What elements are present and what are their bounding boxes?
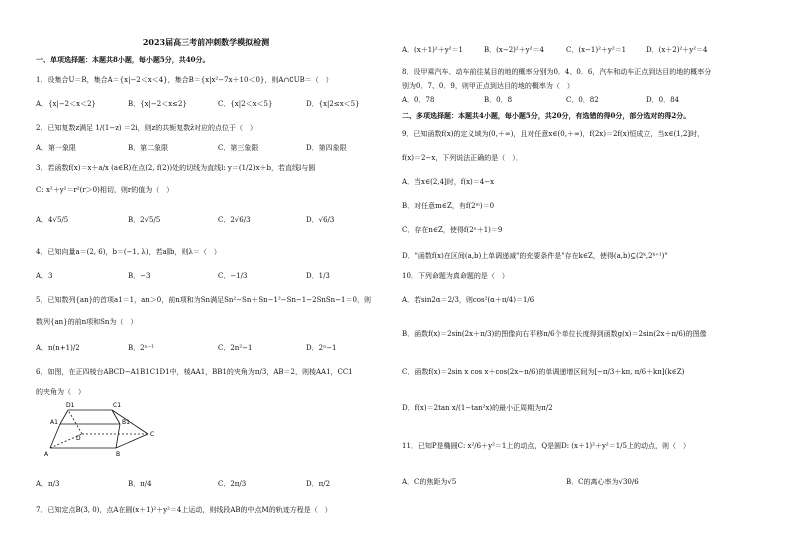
q6-option-b: B．π/4 [128,480,152,488]
q5-option-c: C．2n²−1 [218,344,253,352]
question-5-line2: 数列{an}的前n项和Sn为（ ） [36,318,138,326]
label-c: C [150,431,155,438]
question-1: 1．设集合U＝R，集合A＝{x|−2＜x＜4}，集合B＝{x|x²−7x＋10＜0}，则A∩∁UB＝（ ） [36,76,333,84]
q1-option-b: B．{x|−2＜x≤2} [128,100,187,108]
label-d1: D1 [66,402,75,409]
q4-option-d: D．1/3 [306,272,330,280]
label-d: D [76,435,81,442]
frustum-svg [40,400,160,462]
q10-option-b: B．函数f(x)＝2sin(2x＋π/3)的图像向右平移π/6个单位长度得到函数g(x)＝2sin(2x＋π/6)的图像 [402,330,707,338]
q10-option-a: A．若sin2α＝2/3，则cos²(α＋π/4)＝1/6 [402,296,535,304]
q4-option-a: A．3 [36,272,53,280]
q10-option-c: C．函数f(x)＝2sin x cos x＋cos(2x−π/6)的单调递增区间为[−π/3＋kπ, π/6＋kπ](k∈Z) [402,368,685,376]
question-9-line2: f(x)＝2−x，下列说法正确的是（ ）． [402,154,523,162]
question-9-line1: 9．已知函数f(x)的定义域为(0,＋∞)，且对任意x∈(0,＋∞)，f(2x)＝2f(x)恒成立，当x∈(1,2]时， [402,130,705,138]
q8-option-a: A．0．78 [402,96,435,104]
edge-b-b1 [116,424,120,448]
q7-option-c: C．(x−1)²＋y²＝1 [566,46,627,54]
section-single-choice: 一、单项选择题：本题共8小题，每小题5分，共40分。 [36,55,210,64]
edge-a1-d1 [60,410,68,424]
q11-option-b: B．C的离心率为√30/6 [566,478,639,486]
q4-option-b: B．−3 [128,272,151,280]
q8-option-b: B．0．8 [484,96,513,104]
edge-c-c1 [112,410,148,434]
label-b: B [116,451,121,458]
question-2: 2．已知复数z满足 1/(1−z) ＝2i，则z的共轭复数z̄对应的点位于（ ） [36,124,257,132]
label-a: A [44,451,49,458]
q5-option-b: B．2ⁿ⁻¹ [128,344,155,352]
q2-option-c: C．第三象限 [218,144,259,152]
edge-d-d1-hidden [68,410,82,434]
q2-option-a: A．第一象限 [36,144,77,152]
section-multi-choice: 二、多项选择题：本题共4小题，每小题5分，共20分，有选错的得0分，部分选对的得2分。 [402,111,691,120]
q3-option-d: D．√6/3 [306,216,335,224]
q3-option-b: B．2√5/5 [128,216,161,224]
question-3-line2: C: x²＋y²＝r²(r＞0)相切，则r的值为（ ） [36,186,174,194]
question-8-line2: 别为0．7、0．9，则甲正点到达目的地的概率为（ ） [402,82,574,90]
q1-option-d: D．{x|2≤x＜5} [306,100,360,108]
q3-option-a: A．4√5/5 [36,216,69,224]
q6-option-d: D．π/2 [306,480,331,488]
question-5-line1: 5．已知数列{an}的首项a1＝1，an＞0，前n项和为Sn满足Sn²−Sn＋Sn−1²−Sn−1−2SnSn−1＝0，则 [36,296,371,304]
q9-option-a: A．当x∈(2,4]时，f(x)＝4−x [402,178,495,186]
q3-option-c: C．2√6/3 [218,216,251,224]
q8-option-d: D．0．84 [646,96,679,104]
question-6-line2: 的夹角为（ ） [36,388,85,396]
q7-option-d: D．(x＋2)²＋y²＝4 [646,46,708,54]
question-8-line1: 8．设甲乘汽车、动车前往某目的地的概率分别为0．4、0．6，汽车和动车正点到达目的地的概率分 [402,68,712,76]
frustum-figure [40,400,160,462]
q4-option-c: C．−1/3 [218,272,248,280]
question-7: 7．已知定点B(3, 0)，点A在圆(x＋1)²＋y²＝4上运动，则线段AB的中点M的轨迹方程是（ ） [36,506,332,514]
q1-option-a: A．{x|−2＜x＜2} [36,100,96,108]
q8-option-c: C．0．82 [566,96,599,104]
q7-option-a: A．(x＋1)²＋y²＝1 [402,46,463,54]
page-title: 2023届高三考前冲刺数学模拟检测 [142,37,270,47]
q9-option-c: C．存在n∈Z，使得f(2ⁿ＋1)＝9 [402,226,503,234]
q1-option-c: C．{x|2＜x＜5} [218,100,273,108]
label-a1: A1 [50,419,58,426]
q2-option-b: B．第二象限 [128,144,169,152]
edge-b-c [116,434,148,448]
label-b1: B1 [122,419,130,426]
q11-option-a: A．C的焦距为√5 [402,478,457,486]
q7-option-b: B．(x−2)²＋y²＝4 [484,46,544,54]
question-4: 4．已知向量a＝(2, 6)，b＝(−1, λ)，若a∥b，则λ＝（ ） [36,248,221,256]
q10-option-d: D．f(x)＝2tan x/(1−tan²x)的最小正周期为π/2 [402,404,553,412]
label-c1: C1 [113,402,122,409]
q6-option-c: C．2π/3 [218,480,247,488]
q6-option-a: A．π/3 [36,480,60,488]
question-3-line1: 3．若函数f(x)＝x＋a/x (a∈R)在点(2, f(2))处的切线为直线l: y＝(1/2)x＋b，若直线l与圆 [36,164,316,172]
q2-option-d: D．第四象限 [306,144,347,152]
edge-c1-b1 [112,410,120,424]
question-6-line1: 6．如图，在正四棱台ABCD−A1B1C1D1中，棱AA1，BB1的夹角为π/3，AB＝2，则棱AA1，CC1 [36,368,353,376]
q9-option-d: D．"函数f(x)在区间(a,b)上单调递减"的充要条件是"存在k∈Z，使得(a,b)⊆(2ᵏ,2ᵏ⁺¹)" [402,252,668,260]
q5-option-a: A．n(n+1)/2 [36,344,80,352]
question-11: 11．已知P是椭圆C: x²/6＋y²＝1上的动点，Q是圆D: (x＋1)²＋y²＝1/5上的动点，则（ ） [402,442,690,450]
q9-option-b: B．对任意m∈Z，有f(2ᵐ)＝0 [402,202,495,210]
question-10: 10．下列命题为真命题的是（ ） [402,272,509,280]
q5-option-d: D．2ⁿ−1 [306,344,337,352]
